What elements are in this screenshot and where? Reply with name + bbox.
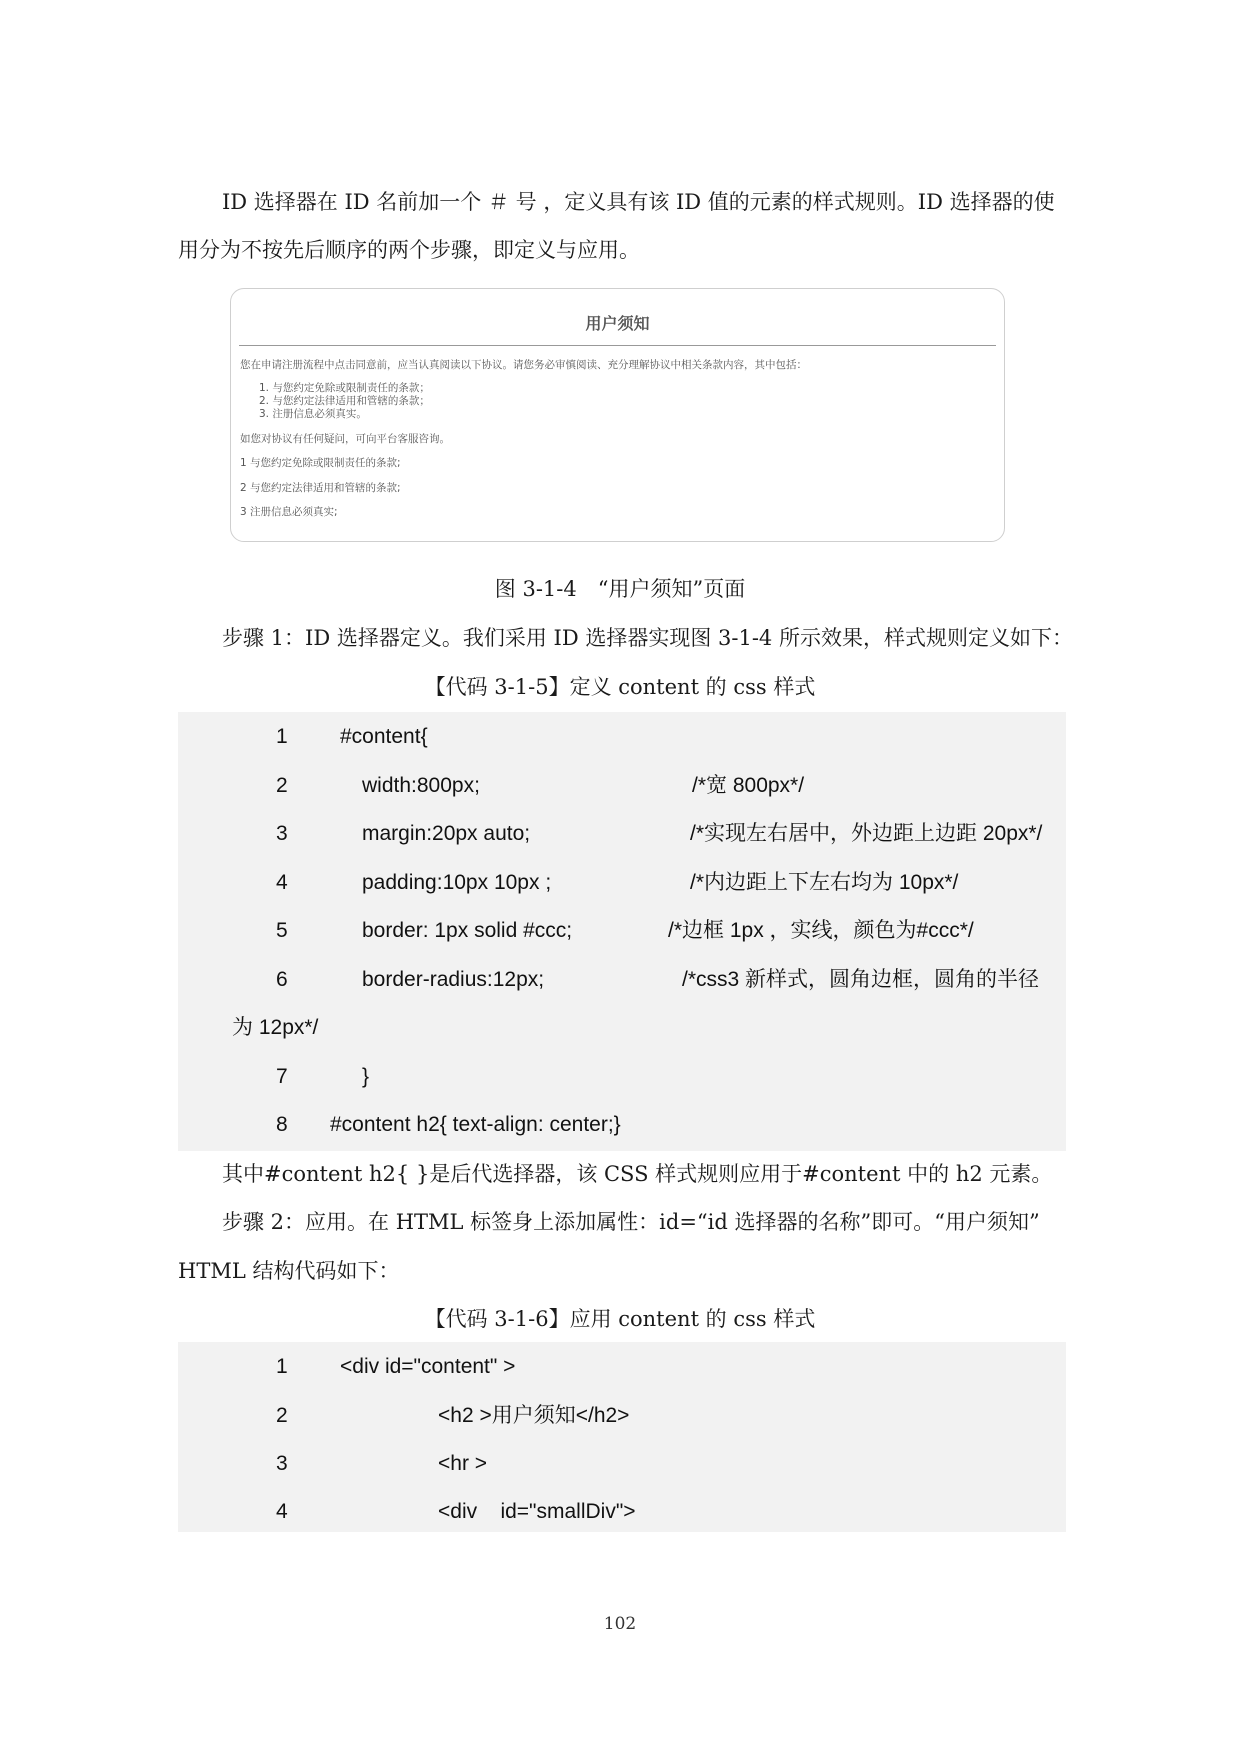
code-line: <h2 >用户须知</h2>: [438, 1404, 630, 1427]
figure-list-item: 3. 注册信息必须真实。: [259, 408, 367, 420]
code-line: border-radius:12px;: [362, 968, 545, 991]
line-number: 6: [276, 968, 288, 991]
code-comment: /*宽 800px*/: [692, 774, 805, 797]
figure-item: 1 与您约定免除或限制责任的条款;: [240, 457, 401, 469]
code-1-title: 【代码 3-1-5】定义 content 的 css 样式: [424, 675, 816, 699]
code-comment: /*边框 1px ，实线，颜色为#ccc*/: [668, 919, 974, 942]
figure-title: 用户须知: [585, 314, 650, 333]
figure-user-notice: [230, 288, 1005, 542]
line-number: 3: [276, 822, 288, 845]
figure-paragraph-2: 如您对协议有任何疑问，可向平台客服咨询。: [240, 433, 450, 445]
line-number: 7: [276, 1065, 288, 1088]
line-number: 4: [276, 871, 288, 894]
line-number: 4: [276, 1500, 288, 1523]
code-line: <hr >: [438, 1452, 488, 1475]
line-number: 2: [276, 1404, 288, 1427]
step-2-line-1: 步骤 2：应用。在 HTML 标签身上添加属性：id=“id 选择器的名称”即可。“用户须知”: [222, 1210, 1040, 1234]
code-line-wrap: 为 12px*/: [232, 1016, 319, 1039]
figure-caption: 图 3-1-4 “用户须知”页面: [494, 577, 746, 601]
code-line: width:800px;: [362, 774, 480, 797]
line-number: 2: [276, 774, 288, 797]
code-line: margin:20px auto;: [362, 822, 531, 845]
figure-paragraph-1: 您在申请注册流程中点击同意前，应当认真阅读以下协议。请您务必审慎阅读、充分理解协议中相关条款内容，其中包括：: [240, 359, 807, 371]
descendant-selector-text: 其中#content h2{ }是后代选择器，该 CSS 样式规则应用于#content 中的 h2 元素。: [222, 1162, 1053, 1186]
code-line: <div id="smallDiv">: [438, 1500, 636, 1523]
code-comment: /*实现左右居中，外边距上边距 20px*/: [690, 822, 1043, 845]
intro-line-1: ID 选择器在 ID 名前加一个 ＃ 号 ，定义具有该 ID 值的元素的样式规则。ID 选择器的使: [222, 190, 1055, 214]
line-number: 1: [276, 1355, 288, 1378]
figure-list-item: 1. 与您约定免除或限制责任的条款；: [259, 382, 430, 394]
intro-line-2: 用分为不按先后顺序的两个步骤，即定义与应用。: [178, 238, 640, 262]
code-line: }: [362, 1065, 370, 1088]
code-line: <div id="content" >: [340, 1355, 516, 1378]
figure-item: 3 注册信息必须真实;: [240, 506, 338, 518]
code-line: #content h2{ text-align: center;}: [330, 1113, 621, 1136]
code-line: padding:10px 10px ;: [362, 871, 552, 894]
figure-item: 2 与您约定法律适用和管辖的条款;: [240, 482, 401, 494]
code-line: border: 1px solid #ccc;: [362, 919, 573, 942]
code-2-title: 【代码 3-1-6】应用 content 的 css 样式: [424, 1307, 816, 1331]
line-number: 3: [276, 1452, 288, 1475]
page-number: 102: [603, 1614, 637, 1634]
step-2-line-2: HTML 结构代码如下：: [178, 1259, 400, 1283]
code-line: #content{: [340, 725, 428, 748]
figure-divider: [239, 345, 996, 346]
line-number: 5: [276, 919, 288, 942]
step-1-text: 步骤 1：ID 选择器定义。我们采用 ID 选择器实现图 3-1-4 所示效果，样式规则定义如下：: [222, 626, 1073, 650]
figure-list-item: 2. 与您约定法律适用和管辖的条款；: [259, 395, 430, 407]
line-number: 1: [276, 725, 288, 748]
line-number: 8: [276, 1113, 288, 1136]
code-comment: /*内边距上下左右均为 10px*/: [690, 871, 959, 894]
code-comment: /*css3 新样式，圆角边框，圆角的半径: [682, 968, 1040, 991]
